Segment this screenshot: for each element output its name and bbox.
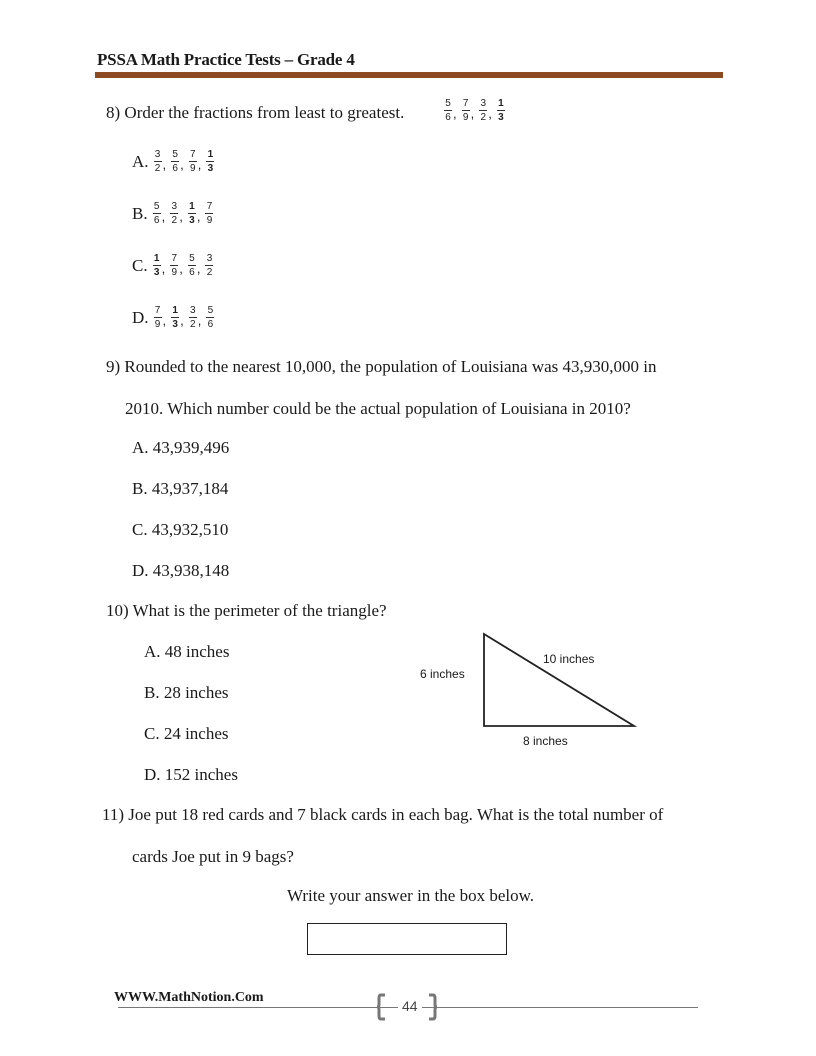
fraction-bar [206, 317, 214, 318]
fraction [171, 149, 179, 174]
comma: , [196, 261, 201, 276]
comma: , [197, 157, 202, 172]
fraction-denominator: 2 [480, 112, 487, 123]
fraction-denominator: 6 [207, 319, 214, 330]
comma: , [197, 313, 202, 328]
fraction [170, 253, 178, 278]
fraction-numerator: 1 [498, 98, 504, 109]
fraction-numerator: 5 [153, 201, 160, 212]
q11-prompt-line1: 11) Joe put 18 red cards and 7 black cards in each bag. What is the total number of [102, 805, 664, 824]
fraction-numerator: 7 [462, 98, 469, 109]
fraction-bar [188, 213, 196, 214]
fraction-numerator: 3 [190, 305, 196, 316]
q8-option-d[interactable] [132, 305, 214, 330]
page-header-title: PSSA Math Practice Tests – Grade 4 [97, 50, 355, 69]
q10-option-d[interactable]: D. 152 inches [144, 765, 238, 784]
comma: , [162, 157, 167, 172]
comma: , [488, 106, 492, 121]
fraction-denominator: 2 [154, 163, 161, 174]
fraction [153, 201, 161, 226]
fraction-denominator: 9 [190, 163, 196, 174]
comma: , [196, 209, 201, 224]
fraction-denominator: 9 [206, 215, 213, 226]
fraction-numerator: 7 [206, 201, 213, 212]
fraction-numerator: 7 [154, 305, 161, 316]
fraction [189, 305, 197, 330]
q8-option-c[interactable] [132, 253, 213, 278]
fraction-bar [205, 265, 213, 266]
q9-option-c[interactable]: C. 43,932,510 [132, 520, 229, 539]
comma: , [161, 209, 166, 224]
triangle-left-label: 6 inches [420, 667, 465, 681]
q10-option-c[interactable]: C. 24 inches [144, 724, 229, 743]
fraction-denominator: 9 [154, 319, 161, 330]
q10-option-b[interactable]: B. 28 inches [144, 683, 229, 702]
option-letter: A. [132, 151, 149, 171]
fraction-denominator: 6 [189, 267, 195, 278]
fraction [153, 253, 161, 278]
triangle-diagram [480, 630, 640, 730]
fraction-bar [189, 317, 197, 318]
fraction-bar [153, 213, 161, 214]
q9-option-a[interactable]: A. 43,939,496 [132, 438, 230, 457]
fraction [154, 149, 162, 174]
q8-given-fractions [444, 98, 505, 123]
comma: , [453, 106, 457, 121]
page-number: 44 [398, 998, 422, 1014]
option-letter: D. [132, 307, 149, 327]
fraction [171, 305, 179, 330]
fraction [206, 149, 214, 174]
fraction-numerator: 1 [153, 253, 160, 264]
triangle-bottom-label: 8 inches [523, 734, 568, 748]
fraction-bar [462, 110, 470, 111]
fraction-bar [170, 213, 178, 214]
q9-option-b[interactable]: B. 43,937,184 [132, 479, 229, 498]
comma: , [180, 157, 184, 172]
q9-prompt-line2: 2010. Which number could be the actual population of Louisiana in 2010? [125, 399, 631, 418]
fraction-numerator: 1 [189, 201, 195, 212]
comma: , [180, 313, 184, 328]
comma: , [179, 261, 183, 276]
fraction [444, 98, 452, 123]
fraction [205, 253, 213, 278]
answer-box[interactable] [307, 923, 507, 955]
fraction-numerator: 7 [190, 149, 196, 160]
fraction-numerator: 7 [171, 253, 177, 264]
fraction [462, 98, 470, 123]
fraction-bar [154, 317, 162, 318]
fraction-bar [497, 110, 505, 111]
triangle-hypotenuse-label: 10 inches [543, 652, 595, 666]
fraction-bar [153, 265, 161, 266]
fraction-bar [189, 161, 197, 162]
fraction-bar [206, 161, 214, 162]
fraction [497, 98, 505, 123]
fraction-denominator: 9 [462, 112, 469, 123]
fraction-denominator: 6 [153, 215, 160, 226]
comma: , [161, 261, 166, 276]
fraction-denominator: 9 [171, 267, 177, 278]
fraction-denominator: 3 [172, 319, 178, 330]
fraction-bar [154, 161, 162, 162]
fraction-denominator: 3 [207, 163, 214, 174]
option-letter: B. [132, 203, 148, 223]
q10-prompt: 10) What is the perimeter of the triangle? [106, 601, 387, 620]
fraction-numerator: 3 [480, 98, 487, 109]
fraction-bar [444, 110, 452, 111]
fraction-denominator: 3 [189, 215, 195, 226]
fraction-denominator: 6 [172, 163, 178, 174]
q8-option-b[interactable] [132, 201, 213, 226]
fraction-denominator: 2 [190, 319, 196, 330]
fraction-bar [479, 110, 487, 111]
fraction-bar [170, 265, 178, 266]
header-rule [95, 72, 723, 78]
fraction [479, 98, 487, 123]
fraction [170, 201, 178, 226]
fraction-numerator: 5 [445, 98, 451, 109]
fraction-numerator: 5 [172, 149, 178, 160]
comma: , [162, 313, 167, 328]
fraction-numerator: 1 [207, 149, 214, 160]
fraction [188, 253, 196, 278]
fraction-numerator: 1 [172, 305, 178, 316]
fraction-denominator: 3 [153, 267, 160, 278]
footer-website: WWW.MathNotion.Com [114, 990, 264, 1005]
q9-prompt-line1: 9) Rounded to the nearest 10,000, the population of Louisiana was 43,930,000 in [106, 357, 657, 376]
q11-instruction: Write your answer in the box below. [287, 886, 535, 905]
q11-prompt-line2: cards Joe put in 9 bags? [132, 847, 294, 866]
fraction-numerator: 3 [206, 253, 213, 264]
q8-option-a[interactable] [132, 149, 214, 174]
fraction-numerator: 3 [154, 149, 161, 160]
option-letter: C. [132, 255, 148, 275]
fraction-numerator: 5 [189, 253, 195, 264]
comma: , [470, 106, 475, 121]
comma: , [179, 209, 183, 224]
fraction [189, 149, 197, 174]
triangle-shape [484, 634, 634, 726]
fraction-bar [205, 213, 213, 214]
fraction [205, 201, 213, 226]
fraction-bar [188, 265, 196, 266]
fraction-numerator: 3 [171, 201, 177, 212]
q9-option-d[interactable]: D. 43,938,148 [132, 561, 230, 580]
fraction-denominator: 6 [445, 112, 451, 123]
q8-prompt: 8) Order the fractions from least to greatest. [106, 103, 405, 122]
fraction-bar [171, 317, 179, 318]
fraction-denominator: 3 [498, 112, 504, 123]
fraction-bar [171, 161, 179, 162]
fraction-denominator: 2 [171, 215, 177, 226]
fraction [154, 305, 162, 330]
fraction [206, 305, 214, 330]
fraction [188, 201, 196, 226]
fraction-denominator: 2 [206, 267, 213, 278]
fraction-numerator: 5 [207, 305, 214, 316]
q10-option-a[interactable]: A. 48 inches [144, 642, 230, 661]
